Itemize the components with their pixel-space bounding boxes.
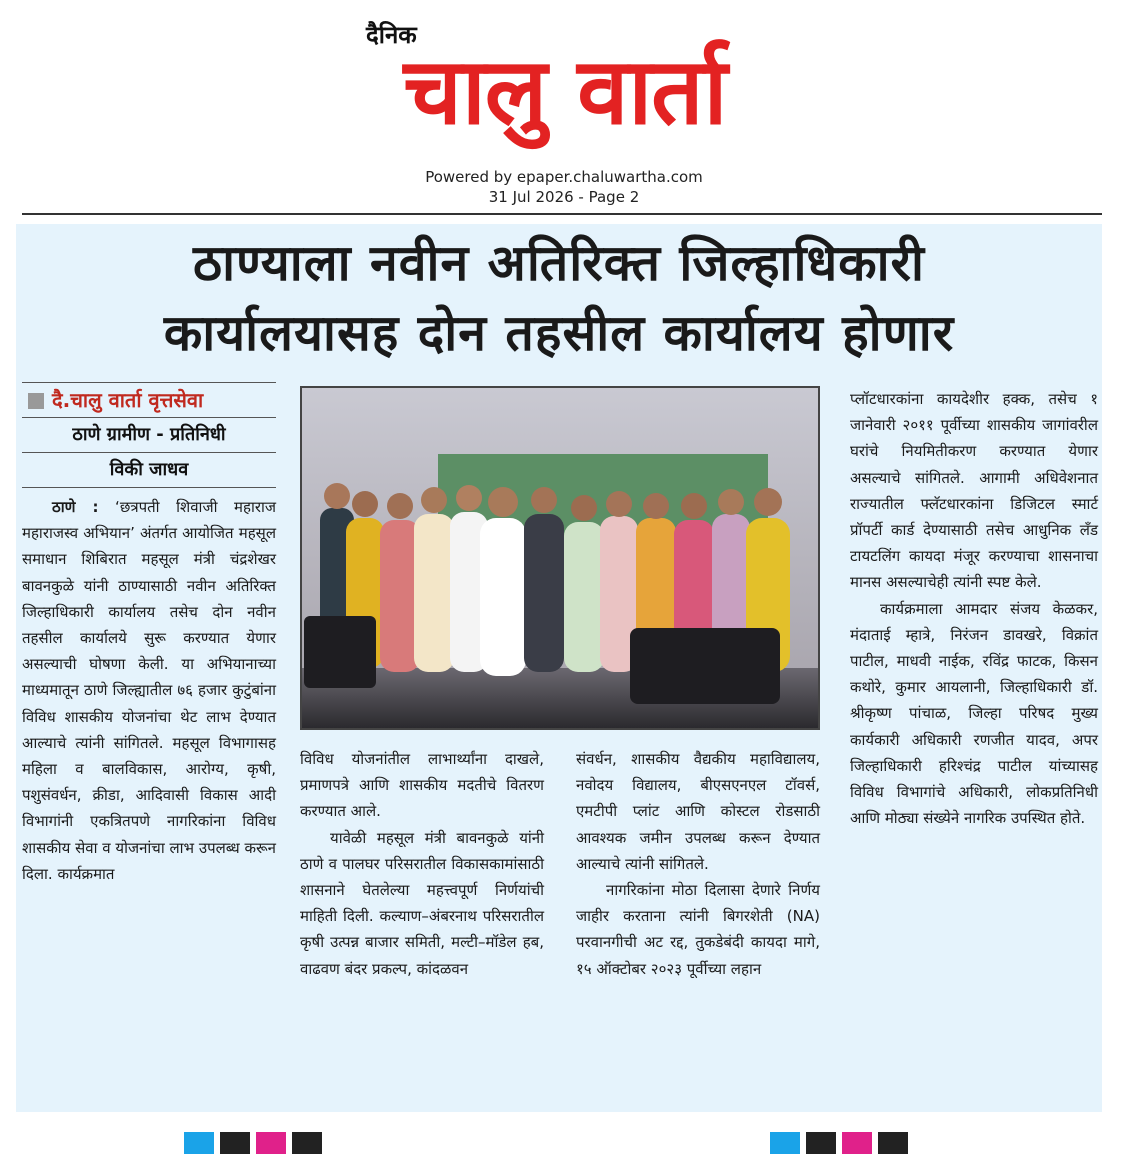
byline-region: ठाणे ग्रामीण - प्रतिनिधी	[22, 417, 276, 452]
paragraph: नागरिकांना मोठा दिलासा देणारे निर्णय जाहीर करताना त्यांनी बिगरशेती (NA) परवानगीची अट रद्द, तुकडेबंदी कायदा मागे, १५ ऑक्टोबर २०२३ पूर्वीच्या लहान	[576, 881, 820, 978]
powered-by-text: Powered by epaper.chaluwartha.com	[425, 168, 703, 186]
text-column-4	[850, 386, 1098, 831]
headline-line-2: कार्यालयासह दोन तहसील कार्यालय होणार	[163, 304, 955, 362]
headline-line-1: ठाण्याला नवीन अतिरिक्त जिल्हाधिकारी	[193, 234, 925, 292]
paragraph: विविध योजनांतील लाभार्थ्यांना दाखले, प्रमाणपत्रे आणि शासकीय मदतीचे वितरण करण्यात आले.	[300, 750, 544, 821]
masthead	[0, 0, 1128, 215]
byline-reporter: विकी जाधव	[22, 452, 276, 488]
magenta-swatch	[256, 1132, 286, 1154]
article-headline	[16, 228, 1102, 368]
magenta-swatch	[842, 1132, 872, 1154]
byline-agency-row	[22, 382, 276, 417]
masthead-small-title: दैनिक	[366, 21, 417, 49]
text-column-2	[300, 746, 544, 982]
registration-marks-left	[184, 1132, 322, 1154]
cyan-swatch	[770, 1132, 800, 1154]
paragraph	[22, 494, 276, 887]
paragraph: यावेळी महसूल मंत्री बावनकुळे यांनी ठाणे व पालघर परिसरातील विकासकामांसाठी शासनाने घेतलेल्या महत्त्वपूर्ण निर्णयांची माहिती दिली. कल्याण–अंबरनाथ परिसरातील कृषी उत्पन्न बाजार समिती, मल्टी–मॉडेल हब, वाढवण बंदर प्रकल्प, कांदळवन	[300, 828, 544, 978]
byline-box	[22, 382, 276, 488]
black-swatch	[806, 1132, 836, 1154]
masthead-divider	[22, 213, 1102, 215]
black-swatch	[220, 1132, 250, 1154]
registration-marks-right	[770, 1132, 908, 1154]
text-column-1	[22, 494, 276, 887]
newspaper-logo: चालु वार्ता	[403, 38, 727, 145]
square-bullet-icon	[28, 393, 44, 409]
paragraph: संवर्धन, शासकीय वैद्यकीय महाविद्यालय, नवोदय विद्यालय, बीएसएनएल टॉवर्स, एमटीपी प्लांट आणि कोस्टल रोडसाठी आवश्यक जमीन उपलब्ध करून देण्यात आल्याचे त्यांनी सांगितले.	[576, 750, 820, 873]
paragraph-text: ‘छत्रपती शिवाजी महाराज महाराजस्व अभियान’ अंतर्गत आयोजित महसूल समाधान शिबिरात महसूल मंत्री चंद्रशेखर बावनकुळे यांनी ठाण्यासाठी नवीन अतिरिक्त जिल्हाधिकारी कार्यालय तसेच दोन नवीन तहसील कार्यालये सुरू करण्यात येणार असल्याची घोषणा केली. या अभियानाच्या माध्यमातून ठाणे जिल्ह्यातील ७६ हजार कुटुंबांना विविध शासकीय योजनांचा थेट लाभ देण्यात आल्याचे त्यांनी सांगितले. महसूल विभागासह महिला व बालविकास, आरोग्य, कृषी, पशुसंवर्धन, क्रीडा, आदिवासी विकास आदी विभागांनी एकत्रितपणे नागरिकांना विविध शासकीय सेवा व योजनांचा लाभ उपलब्ध करून दिला. कार्यक्रमात	[22, 498, 276, 883]
text-column-3	[576, 746, 820, 982]
dateline-place: ठाणे :	[52, 498, 99, 516]
black-swatch	[878, 1132, 908, 1154]
event-photo	[300, 386, 820, 730]
cyan-swatch	[184, 1132, 214, 1154]
event-group-photo-image	[302, 388, 818, 728]
paragraph: कार्यक्रमाला आमदार संजय केळकर, मंदाताई म्हात्रे, निरंजन डावखरे, विक्रांत पाटील, माधवी नाईक, रविंद्र फाटक, किसन कथोरे, कुमार आयलानी, जिल्हाधिकारी डॉ. श्रीकृष्ण पांचाळ, जिल्हा परिषद मुख्य कार्यकारी अधिकारी रणजीत यादव, अपर जिल्हाधिकारी हरिश्चंद्र पाटील यांच्यासह विविध विभागांचे अधिकारी, लोकप्रतिनिधी आणि मोठ्या संख्येने नागरिक उपस्थित होते.	[850, 599, 1098, 828]
black-swatch	[292, 1132, 322, 1154]
paragraph: प्लॉटधारकांना कायदेशीर हक्क, तसेच १ जानेवारी २०११ पूर्वीच्या शासकीय जागांवरील घरांचे नियमितीकरण करण्यात येणार असल्याचे सांगितले. आगामी अधिवेशनात राज्यातील फ्लॅटधारकांना डिजिटल स्मार्ट प्रॉपर्टी कार्ड देण्यासाठी तसेच आधुनिक लँड टायटलिंग कायदा मंजूर करण्याचा शासनाचा मानस असल्याचेही त्यांनी स्पष्ट केले.	[850, 390, 1098, 592]
byline-agency: दै.चालु वार्ता वृत्तसेवा	[52, 388, 204, 412]
edition-date-page: 31 Jul 2026 - Page 2	[488, 188, 640, 206]
